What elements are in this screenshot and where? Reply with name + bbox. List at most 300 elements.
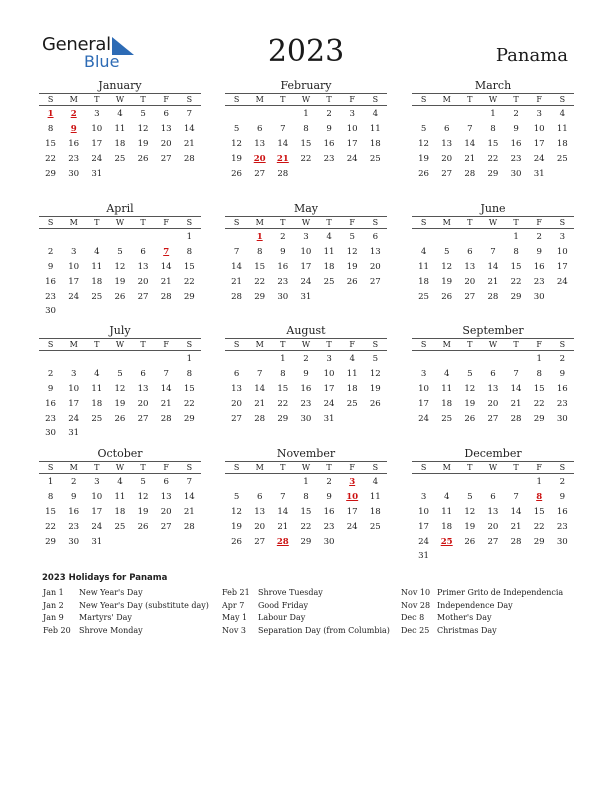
- day-cell: 10: [533, 123, 545, 134]
- day-cell: 11: [114, 123, 126, 134]
- day-cell: 26: [346, 276, 358, 287]
- day-cell: 30: [68, 168, 80, 179]
- weekday-label: T: [467, 340, 473, 349]
- day-cell: 3: [326, 354, 332, 364]
- weekday-label: M: [69, 340, 78, 349]
- day-cell: 23: [323, 153, 335, 164]
- holiday-day: 20: [253, 153, 266, 164]
- holiday-row: [43, 612, 209, 625]
- weekday-label: T: [326, 463, 332, 472]
- holiday-name: New Year's Day: [79, 588, 143, 597]
- day-cell: 12: [137, 491, 149, 502]
- day-cell: 9: [47, 383, 54, 394]
- holiday-name: Martyrs' Day: [79, 613, 132, 622]
- day-cell: 18: [441, 398, 453, 409]
- day-cell: 18: [418, 276, 430, 287]
- day-blank: [435, 475, 458, 490]
- day-cell: 8: [256, 246, 263, 257]
- day-cell: 16: [323, 138, 335, 149]
- month-name: September: [462, 324, 524, 337]
- day-cell: 28: [277, 168, 289, 179]
- day-cell: 22: [487, 153, 499, 164]
- day-cell: 3: [70, 368, 77, 379]
- day-cell: 8: [303, 491, 309, 502]
- day-cell: 25: [556, 153, 568, 164]
- weekday-label: M: [442, 218, 451, 227]
- day-blank: [271, 107, 294, 122]
- day-cell: 6: [256, 491, 263, 502]
- day-cell: 2: [513, 109, 519, 119]
- month-name: November: [276, 447, 336, 460]
- day-cell: 2: [70, 477, 77, 487]
- day-cell: 8: [47, 123, 54, 134]
- weekday-label: S: [186, 463, 193, 472]
- weekday-label: M: [69, 95, 78, 104]
- holiday-day: 7: [163, 246, 170, 257]
- weekday-label: M: [255, 463, 264, 472]
- day-cell: 7: [467, 123, 473, 134]
- day-cell: 17: [91, 506, 103, 517]
- weekday-label: T: [513, 340, 519, 349]
- day-cell: 5: [140, 477, 146, 487]
- day-cell: 13: [254, 506, 266, 517]
- holiday-date: Dec 25: [401, 625, 430, 635]
- day-cell: 1: [186, 354, 193, 364]
- day-cell: 14: [510, 506, 522, 517]
- holiday-day: 25: [440, 536, 453, 547]
- day-cell: 8: [536, 368, 542, 379]
- day-cell: 29: [277, 413, 289, 424]
- day-blank: [132, 230, 155, 245]
- day-cell: 24: [533, 153, 545, 164]
- day-cell: 13: [369, 246, 381, 257]
- day-blank: [132, 352, 155, 367]
- month-name: February: [280, 79, 332, 92]
- logo-word-general: General: [42, 34, 111, 55]
- day-cell: 16: [45, 398, 57, 409]
- day-cell: 29: [183, 291, 195, 302]
- day-cell: 1: [47, 477, 54, 487]
- day-blank: [481, 475, 504, 490]
- day-cell: 16: [556, 383, 568, 394]
- weekday-label: S: [559, 95, 566, 104]
- day-cell: 14: [231, 261, 243, 272]
- day-cell: 30: [45, 306, 57, 317]
- weekday-label: T: [140, 95, 146, 104]
- day-grid: [39, 351, 201, 441]
- holiday-day: 21: [276, 153, 289, 164]
- day-cell: 13: [487, 506, 499, 517]
- day-cell: 22: [533, 398, 545, 409]
- day-cell: 4: [117, 109, 123, 119]
- day-cell: 28: [510, 536, 522, 547]
- day-cell: 3: [94, 477, 100, 487]
- day-cell: 6: [490, 491, 496, 502]
- day-grid: [39, 474, 201, 549]
- day-cell: 10: [68, 261, 80, 272]
- day-cell: 27: [160, 521, 172, 532]
- weekday-label: S: [233, 463, 240, 472]
- weekday-header: [39, 461, 201, 474]
- day-cell: 11: [91, 383, 103, 394]
- day-blank: [435, 352, 458, 367]
- day-cell: 27: [464, 291, 476, 302]
- weekday-label: S: [47, 463, 54, 472]
- day-cell: 1: [490, 109, 496, 119]
- page-title-year: 2023: [267, 34, 345, 69]
- day-cell: 15: [533, 383, 545, 394]
- weekday-label: S: [559, 340, 566, 349]
- day-blank: [481, 352, 504, 367]
- day-cell: 12: [441, 261, 453, 272]
- holiday-date: Jan 1: [43, 588, 64, 597]
- holiday-name: Independence Day: [437, 600, 513, 610]
- holiday-day: 1: [256, 232, 263, 242]
- day-cell: 5: [349, 232, 355, 242]
- day-cell: 19: [137, 138, 149, 149]
- day-cell: 17: [91, 138, 103, 149]
- day-cell: 31: [533, 168, 545, 179]
- day-cell: 6: [163, 109, 169, 119]
- month-june: [412, 202, 574, 304]
- day-cell: 11: [556, 123, 568, 134]
- day-cell: 12: [369, 368, 381, 379]
- day-cell: 4: [326, 232, 332, 242]
- day-blank: [271, 475, 294, 490]
- holiday-column: [222, 587, 390, 637]
- day-cell: 25: [323, 276, 335, 287]
- holiday-date: Feb 21: [222, 588, 250, 597]
- day-cell: 14: [183, 491, 195, 502]
- day-cell: 19: [369, 383, 381, 394]
- day-cell: 7: [233, 246, 240, 257]
- weekday-label: S: [420, 95, 427, 104]
- day-cell: 9: [559, 368, 566, 379]
- weekday-header: [225, 93, 387, 106]
- weekday-label: F: [536, 463, 542, 472]
- day-cell: 15: [254, 261, 266, 272]
- day-cell: 16: [533, 261, 545, 272]
- day-blank: [458, 352, 481, 367]
- day-cell: 20: [137, 276, 149, 287]
- day-cell: 27: [137, 413, 149, 424]
- day-cell: 17: [68, 276, 80, 287]
- holiday-name: Separation Day (from Columbia): [258, 625, 390, 635]
- day-cell: 26: [137, 153, 149, 164]
- day-cell: 30: [533, 291, 545, 302]
- day-cell: 21: [510, 521, 522, 532]
- day-cell: 19: [441, 276, 453, 287]
- day-cell: 30: [300, 413, 312, 424]
- weekday-label: T: [280, 95, 286, 104]
- day-cell: 25: [114, 521, 126, 532]
- holiday-date: Nov 3: [222, 625, 246, 635]
- day-cell: 25: [91, 291, 103, 302]
- weekday-label: W: [301, 340, 311, 349]
- weekday-label: T: [326, 95, 332, 104]
- holiday-date: Jan 2: [43, 600, 64, 610]
- weekday-label: W: [488, 340, 498, 349]
- day-cell: 13: [441, 138, 453, 149]
- day-cell: 8: [186, 368, 193, 379]
- day-cell: 17: [556, 261, 568, 272]
- day-cell: 28: [487, 291, 499, 302]
- month-october: [39, 447, 201, 549]
- weekday-label: W: [115, 218, 125, 227]
- day-cell: 28: [510, 413, 522, 424]
- month-name: June: [480, 202, 506, 215]
- day-cell: 17: [418, 521, 430, 532]
- holiday-row: [222, 587, 390, 600]
- day-cell: 22: [45, 153, 57, 164]
- day-cell: 1: [513, 232, 519, 242]
- holiday-column: [401, 587, 563, 637]
- month-february: [225, 79, 387, 181]
- day-cell: 20: [487, 521, 499, 532]
- day-cell: 31: [300, 291, 312, 302]
- day-cell: 17: [346, 506, 358, 517]
- weekday-label: T: [467, 218, 473, 227]
- day-cell: 25: [418, 291, 430, 302]
- day-cell: 31: [68, 428, 80, 439]
- day-cell: 15: [183, 261, 195, 272]
- day-cell: 13: [254, 138, 266, 149]
- day-cell: 27: [254, 536, 266, 547]
- weekday-label: S: [233, 95, 240, 104]
- weekday-label: W: [488, 463, 498, 472]
- day-cell: 21: [183, 138, 195, 149]
- holiday-day: 2: [70, 109, 77, 119]
- day-blank: [412, 475, 435, 490]
- day-cell: 20: [231, 398, 243, 409]
- day-cell: 3: [536, 109, 542, 119]
- day-cell: 16: [510, 138, 522, 149]
- day-grid: [39, 229, 201, 319]
- day-cell: 31: [91, 536, 103, 547]
- day-cell: 5: [233, 123, 240, 134]
- day-cell: 23: [556, 521, 568, 532]
- weekday-label: F: [163, 95, 169, 104]
- day-cell: 9: [326, 123, 332, 134]
- holiday-day: 9: [70, 123, 77, 134]
- day-cell: 29: [533, 413, 545, 424]
- day-blank: [505, 352, 528, 367]
- day-cell: 12: [231, 138, 243, 149]
- day-cell: 25: [369, 521, 381, 532]
- weekday-label: S: [186, 340, 193, 349]
- month-name: October: [97, 447, 143, 460]
- day-cell: 26: [464, 413, 476, 424]
- day-blank: [248, 352, 271, 367]
- weekday-label: F: [349, 463, 355, 472]
- day-cell: 23: [300, 398, 312, 409]
- day-cell: 13: [160, 123, 172, 134]
- weekday-label: S: [372, 463, 379, 472]
- day-cell: 28: [160, 291, 172, 302]
- day-cell: 9: [70, 491, 77, 502]
- day-cell: 30: [277, 291, 289, 302]
- day-cell: 8: [490, 123, 496, 134]
- day-cell: 22: [277, 398, 289, 409]
- day-cell: 26: [231, 168, 243, 179]
- day-cell: 15: [183, 383, 195, 394]
- day-cell: 1: [536, 354, 542, 364]
- day-cell: 14: [487, 261, 499, 272]
- day-blank: [108, 352, 131, 367]
- weekday-label: F: [536, 95, 542, 104]
- day-cell: 5: [467, 368, 473, 379]
- day-cell: 16: [300, 383, 312, 394]
- day-cell: 9: [280, 246, 286, 257]
- weekday-label: W: [115, 95, 125, 104]
- month-november: [225, 447, 387, 549]
- day-cell: 29: [45, 536, 57, 547]
- weekday-label: M: [255, 95, 264, 104]
- day-cell: 12: [231, 506, 243, 517]
- day-cell: 17: [346, 138, 358, 149]
- weekday-label: F: [163, 340, 169, 349]
- day-blank: [62, 230, 85, 245]
- day-cell: 12: [137, 123, 149, 134]
- day-cell: 21: [487, 276, 499, 287]
- day-cell: 18: [91, 398, 103, 409]
- day-grid: [412, 351, 574, 426]
- holidays-title: 2023 Holidays for Panama: [42, 573, 168, 583]
- holiday-date: Nov 10: [401, 588, 431, 597]
- day-cell: 17: [533, 138, 545, 149]
- month-name: December: [464, 447, 522, 460]
- day-blank: [39, 230, 62, 245]
- day-cell: 16: [68, 138, 80, 149]
- day-cell: 26: [418, 168, 430, 179]
- day-cell: 30: [556, 413, 568, 424]
- day-cell: 21: [183, 506, 195, 517]
- day-grid: [412, 106, 574, 181]
- day-cell: 17: [323, 383, 335, 394]
- day-cell: 5: [117, 368, 123, 379]
- day-cell: 3: [420, 491, 427, 502]
- holiday-row: [222, 625, 390, 638]
- day-cell: 30: [510, 168, 522, 179]
- holiday-day: 8: [536, 491, 543, 502]
- day-cell: 18: [556, 138, 568, 149]
- day-cell: 2: [326, 109, 332, 119]
- day-blank: [108, 230, 131, 245]
- day-cell: 11: [441, 383, 453, 394]
- weekday-label: F: [349, 218, 355, 227]
- weekday-label: M: [442, 95, 451, 104]
- day-cell: 20: [254, 521, 266, 532]
- holiday-row: [401, 625, 563, 638]
- day-cell: 20: [160, 138, 172, 149]
- day-cell: 8: [303, 123, 309, 134]
- day-cell: 27: [487, 413, 499, 424]
- weekday-label: T: [513, 218, 519, 227]
- day-cell: 18: [323, 261, 335, 272]
- day-cell: 24: [300, 276, 312, 287]
- weekday-label: F: [163, 463, 169, 472]
- weekday-label: S: [372, 340, 379, 349]
- day-cell: 20: [441, 153, 453, 164]
- holiday-name: Primer Grito de Independencia: [437, 588, 564, 597]
- day-cell: 27: [487, 536, 499, 547]
- month-may: [225, 202, 387, 304]
- day-cell: 6: [140, 246, 146, 257]
- weekday-label: W: [301, 463, 311, 472]
- day-cell: 10: [323, 368, 335, 379]
- day-cell: 17: [418, 398, 430, 409]
- holiday-day: 28: [276, 536, 289, 547]
- day-cell: 23: [45, 413, 57, 424]
- holiday-row: [401, 612, 563, 625]
- holiday-row: [222, 612, 390, 625]
- holiday-date: Dec 8: [401, 613, 425, 622]
- day-cell: 27: [369, 276, 381, 287]
- day-cell: 10: [556, 246, 568, 257]
- day-cell: 1: [303, 477, 309, 487]
- day-cell: 15: [300, 506, 312, 517]
- day-cell: 22: [533, 521, 545, 532]
- day-cell: 31: [323, 413, 335, 424]
- weekday-label: S: [420, 340, 427, 349]
- day-cell: 24: [346, 521, 358, 532]
- day-blank: [481, 230, 504, 245]
- day-cell: 5: [443, 246, 450, 257]
- weekday-label: T: [94, 463, 100, 472]
- weekday-header: [39, 93, 201, 106]
- day-blank: [225, 107, 248, 122]
- day-cell: 12: [114, 383, 126, 394]
- day-cell: 23: [68, 153, 80, 164]
- holiday-date: Feb 20: [43, 625, 71, 635]
- day-cell: 19: [464, 398, 476, 409]
- day-cell: 21: [231, 276, 243, 287]
- day-cell: 16: [45, 276, 57, 287]
- day-grid: [412, 474, 574, 564]
- day-cell: 10: [300, 246, 312, 257]
- day-cell: 15: [533, 506, 545, 517]
- day-cell: 16: [323, 506, 335, 517]
- day-cell: 15: [510, 261, 522, 272]
- month-name: January: [98, 79, 142, 92]
- day-cell: 11: [369, 491, 381, 502]
- weekday-label: F: [163, 218, 169, 227]
- day-cell: 15: [300, 138, 312, 149]
- weekday-header: [225, 461, 387, 474]
- day-cell: 2: [280, 232, 286, 242]
- day-cell: 27: [137, 291, 149, 302]
- day-cell: 30: [556, 536, 568, 547]
- weekday-label: S: [559, 218, 566, 227]
- day-cell: 22: [300, 521, 312, 532]
- weekday-label: S: [47, 340, 54, 349]
- day-cell: 29: [45, 168, 57, 179]
- weekday-header: [412, 93, 574, 106]
- weekday-label: T: [140, 463, 146, 472]
- weekday-label: M: [69, 218, 78, 227]
- day-cell: 24: [556, 276, 568, 287]
- day-cell: 8: [513, 246, 519, 257]
- day-cell: 21: [510, 398, 522, 409]
- day-blank: [155, 352, 178, 367]
- day-cell: 9: [559, 491, 566, 502]
- day-cell: 26: [114, 291, 126, 302]
- day-cell: 7: [163, 368, 169, 379]
- day-cell: 11: [323, 246, 335, 257]
- day-cell: 13: [137, 383, 149, 394]
- day-cell: 22: [183, 398, 195, 409]
- day-cell: 15: [45, 506, 57, 517]
